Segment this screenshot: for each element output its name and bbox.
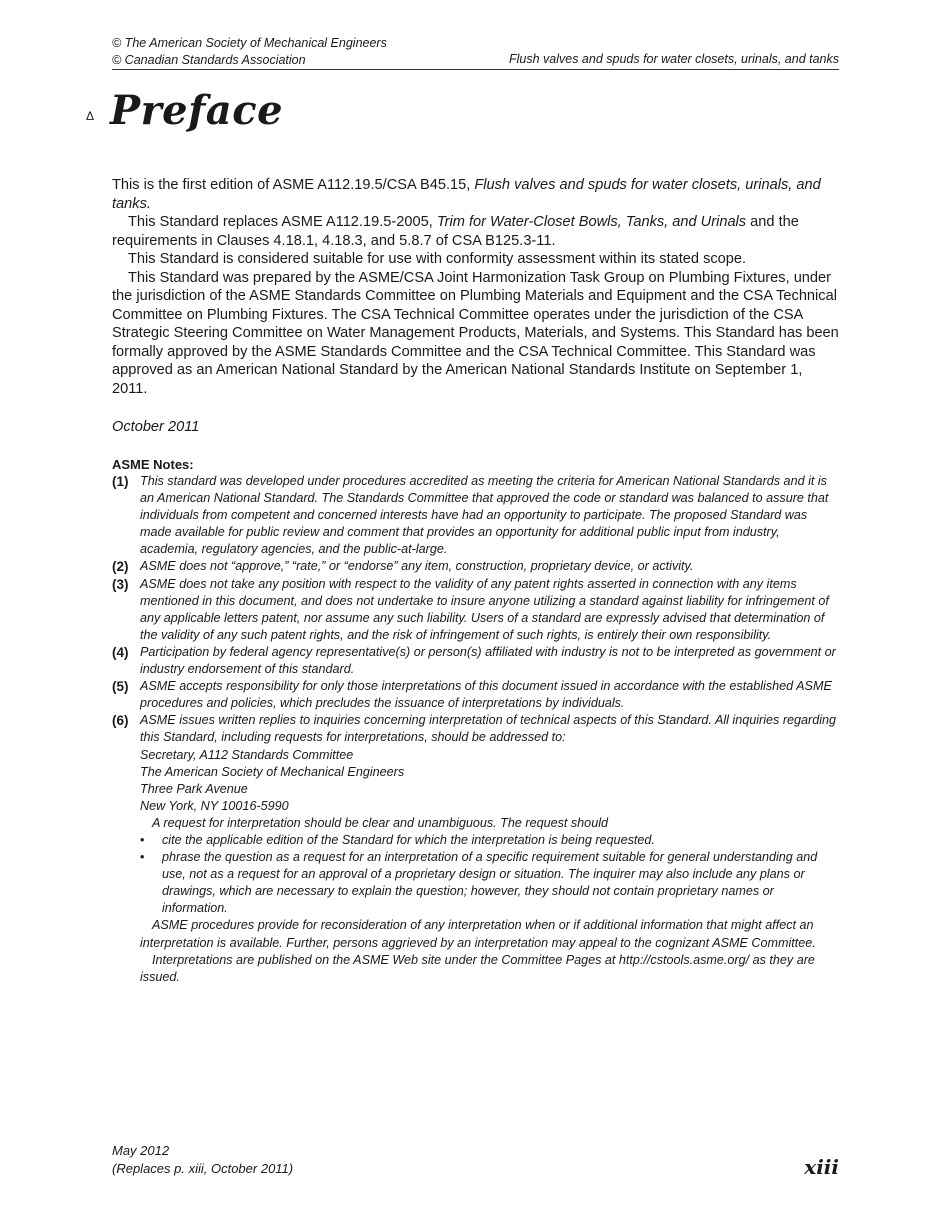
running-title: Flush valves and spuds for water closets, urinals, and tanks xyxy=(508,52,839,66)
note-3: (3) ASME does not take any position with respect to the validity of any patent rights asserted in connection with any items mentioned in this document, and does not undertake to insure anyone utilizing a standard against liability for infringement of any applicable letters patent, nor assume any such liability. Users of a standard are expressly advised that determination of the validity of any such patent rights, and the risk of infringement of such rights, is entirely their own responsibility. xyxy=(112,576,829,642)
preface-body xyxy=(112,176,839,398)
page-number: xiii xyxy=(804,1155,839,1179)
note-5: (5) ASME accepts responsibility for only those interpretations of this document issued in accordance with the established ASME procedures and policies, which precludes the issuance of interpretations by individuals. xyxy=(112,679,832,711)
notes-heading: ASME Notes: xyxy=(112,457,194,472)
footer-left xyxy=(112,1142,293,1178)
note-1: (1) This standard was developed under procedures accredited as meeting the criteria for American National Standards and it is an American National Standard. The Standards Committee that approved the code or standard was balanced to assure that individuals from competent and concerned interests have had an opportunity to participate. The proposed Standard was made available for public review and comment that provides an opportunity for additional public input from industry, academia, regulatory agencies, and the public-at-large. xyxy=(112,474,829,557)
header-rule xyxy=(112,69,839,70)
note-2: (2) ASME does not “approve,” “rate,” or “endorse” any item, construction, proprietary device, or activity. xyxy=(112,559,694,575)
bullet-item-1: • cite the applicable edition of the Standard for which the interpretation is being requested. xyxy=(140,832,839,849)
footer-replaces: (Replaces p. xiii, October 2011) xyxy=(112,1161,294,1176)
revision-mark: Δ xyxy=(86,109,95,123)
page-title: Preface xyxy=(110,87,284,134)
asme-notes xyxy=(112,473,839,986)
note-6: (6) ASME issues written replies to inquiries concerning interpretation of technical aspects of this Standard. All inquiries regarding this Standard, including requests for interpretations, should be addressed to: Secretary, A112 Standards Committee The American Society of Mechanical Engineers Three Park Avenue New York, NY 10016-5990 A request for interpretation should be clear and unambiguous. The request should • cite the applicable edition of the Standard for which the interpretation is being requested. • phrase the question as a request for an interpretation of a specific requirement suitable for general understanding and use, not as a request for an approval of a proprietary design or situation. The inquirer may also include any plans or drawings, which are necessary to explain the question; however, they should not contain proprietary names or information. ASME procedures provide for reconsideration of any interpretation when or if additional information that might affect an interpretation is available. Further, persons aggrieved by an interpretation may appeal to the cognizant ASME Committee. Interpretations are published on the ASME Web site under the Committee Pages at http://cstools.asme.org/ as they are issued. xyxy=(112,712,839,986)
address-line-3: Three Park Avenue xyxy=(140,781,248,796)
reconsideration-paragraph: ASME procedures provide for reconsideration of any interpretation when or if additional information that might affect an interpretation is available. Further, persons aggrieved by an interpretation may appeal to the cognizant ASME Committee. xyxy=(140,918,816,950)
bullet-icon: • xyxy=(140,832,145,847)
footer-date: May 2012 xyxy=(112,1143,170,1158)
copyright-csa: © Canadian Standards Association xyxy=(112,53,306,67)
running-header-left xyxy=(112,35,387,69)
publication-paragraph: Interpretations are published on the ASME Web site under the Committee Pages at http://cstools.asme.org/ as they are issued. xyxy=(140,952,815,984)
address-line-4: New York, NY 10016-5990 xyxy=(140,798,289,813)
paragraph-4: This Standard was prepared by the ASME/CSA Joint Harmonization Task Group on Plumbing Fixtures, under the jurisdiction of the ASME Standards Committee on Plumbing Materials and Equipment and the CSA Technical Committee on Plumbing Fixtures. The CSA Technical Committee operates under the jurisdiction of the CSA Strategic Steering Committee on Water Management Products, Materials, and Systems. This Standard has been formally approved by the ASME Standards Committee and the CSA Technical Committee. This Standard was approved as an American National Standard by the American National Standards Institute on September 1, 2011. xyxy=(112,269,839,397)
standard-title: Flush valves and spuds for water closets, urinals, and tanks xyxy=(112,177,821,212)
note-4: (4) Participation by federal agency representative(s) or person(s) affiliated with industry is not to be interpreted as government or industry endorsement of this standard. xyxy=(112,644,836,677)
preface-date: October 2011 xyxy=(112,419,200,435)
bullet-icon: • xyxy=(140,850,145,865)
paragraph-3: This Standard is considered suitable for use with conformity assessment within its stated scope. xyxy=(128,251,747,267)
address-line-1: Secretary, A112 Standards Committee xyxy=(140,747,354,762)
paragraph-2: This Standard replaces ASME A112.19.5-2005, Trim for Water-Closet Bowls, Tanks, and Urinals and the requirements in Clauses 4.18.1, 4.18.3, and 5.8.7 of CSA B125.3-11. xyxy=(112,214,799,249)
replaced-title: Trim for Water-Closet Bowls, Tanks, and Urinals xyxy=(436,214,747,230)
bullet-item-2: • phrase the question as a request for an interpretation of a specific requirement suitable for general understanding and use, not as a request for an approval of a proprietary design or situation. The inquirer may also include any plans or drawings, which are necessary to explain the question; however, they should not contain proprietary names or information. xyxy=(140,850,818,916)
paragraph-1: This is the first edition of ASME A112.19.5/CSA B45.15, Flush valves and spuds for water closets, urinals, and tanks. xyxy=(112,177,821,212)
request-intro: A request for interpretation should be clear and unambiguous. The request should xyxy=(152,815,608,830)
address-line-2: The American Society of Mechanical Engineers xyxy=(140,764,405,779)
copyright-asme: © The American Society of Mechanical Engineers xyxy=(112,36,387,50)
